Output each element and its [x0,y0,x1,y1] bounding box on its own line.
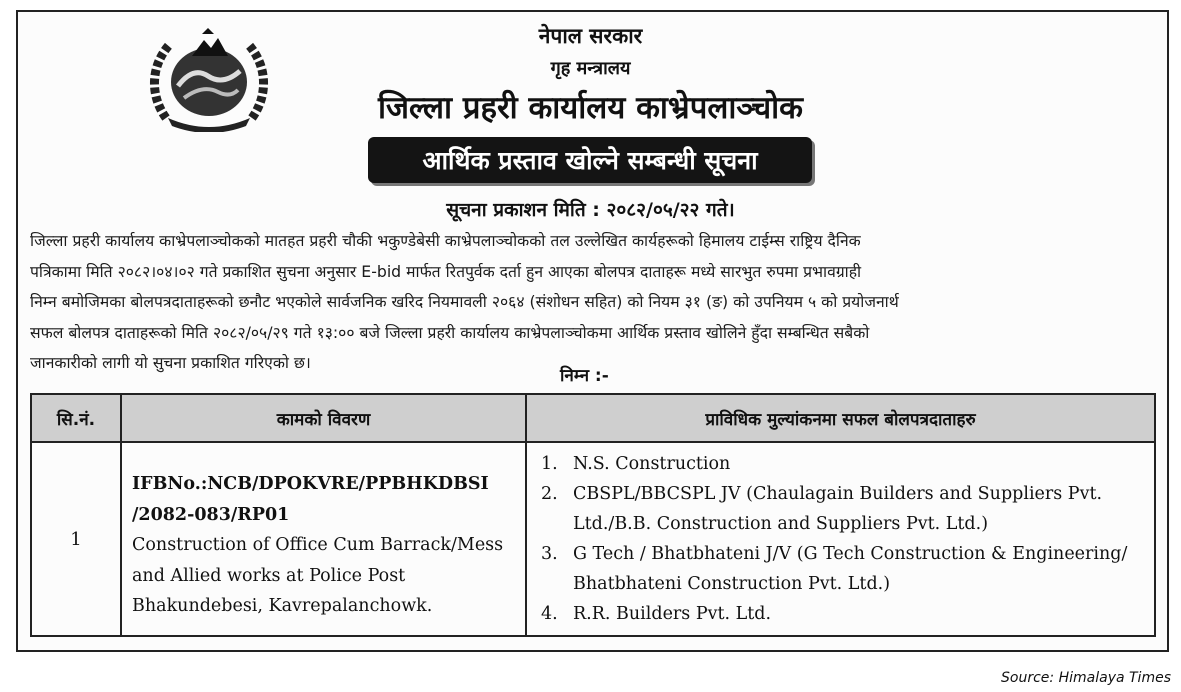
bidder-list [541,449,1154,629]
table-row [31,442,1155,636]
bidder-number: 3. [541,544,558,564]
ministry-title: गृह मन्त्रालय [550,58,631,79]
ifb-number: IFBNo.:NCB/DPOKVRE/PPBHKDBSI /2082-083/RP01 [132,474,489,525]
notice-paragraph: जिल्ला प्रहरी कार्यालय काभ्रेपलाञ्चोकको मातहत प्रहरी चौकी भकुण्डेबेसी काभ्रेपलाञ्चोकको तल उल्लेखित कार्यहरूको हिमालय टाईम्स राष्ट्रिय दैनिक पत्रिकामा मिति २०८२।०४।०२ गते प्रकाशित सुचना अनुसार E-bid मार्फत रितपुर्वक दर्ता हुन आएका बोलपत्र दाताहरू मध्ये सारभुत रुपमा प्रभावग्राही निम्न बमोजिमका बोलपत्रदाताहरूको छनौट भएकोले सार्वजनिक खरिद नियमावली २०६४ (संशोधन सहित) को नियम ३१ (ङ) को उपनियम ५ को प्रयोजनार्थ सफल बोलपत्र दाताहरूको मिति २०८२/०५/२९ गते १३:०० बजे जिल्ला प्रहरी कार्यालय काभ्रेपलाञ्चोकमा आर्थिक प्रस्ताव खोलिने हुँदा सम्बन्धित सबैको जानकारीको लागी यो सुचना प्रकाशित गरिएको छ। [30,231,899,372]
header-work-description: कामको विवरण [121,394,526,442]
bidder-number: 1. [541,454,558,474]
table-header-row [31,394,1155,442]
bidder-name: R.R. Builders Pvt. Ltd. [573,604,772,624]
work-description: Construction of Office Cum Barrack/Mess and Allied works at Police Post Bhakundebesi, Kavrepalanchowk. [132,535,504,616]
bidder-name: G Tech / Bhatbhateni J/V (G Tech Construction & Engineering/ Bhatbhateni Construction Pvt. Ltd.) [573,544,1128,594]
government-title: नेपाल सरकार [538,24,643,48]
row-description-cell [121,442,526,636]
source-credit: Source: Himalaya Times [1001,670,1171,686]
row-bidders-cell [526,442,1155,636]
publish-date: सूचना प्रकाशन मिति : २०८२/०५/२२ गते। [446,199,735,221]
list-item [541,599,1154,629]
list-item [541,479,1154,539]
list-item [541,539,1154,599]
header-serial: सि.नं. [31,394,121,442]
bidder-number: 2. [541,484,558,504]
bidder-name: CBSPL/BBCSPL JV (Chaulagain Builders and Suppliers Pvt. Ltd./B.B. Construction and Suppliers Pvt. Ltd.) [573,484,1103,534]
bidders-table [30,393,1156,637]
header-successful-bidders: प्राविधिक मुल्यांकनमा सफल बोलपत्रदाताहरु [526,394,1155,442]
bidder-name: N.S. Construction [573,454,731,474]
below-label: निम्न :- [560,366,609,386]
list-item [541,449,1154,479]
notice-title-banner [368,137,812,183]
notice-title: आर्थिक प्रस्ताव खोल्ने सम्बन्धी सूचना [422,146,758,175]
office-title: जिल्ला प्रहरी कार्यालय काभ्रेपलाञ्चोक [378,90,803,126]
bidder-number: 4. [541,604,558,624]
row-serial: 1 [31,442,121,636]
